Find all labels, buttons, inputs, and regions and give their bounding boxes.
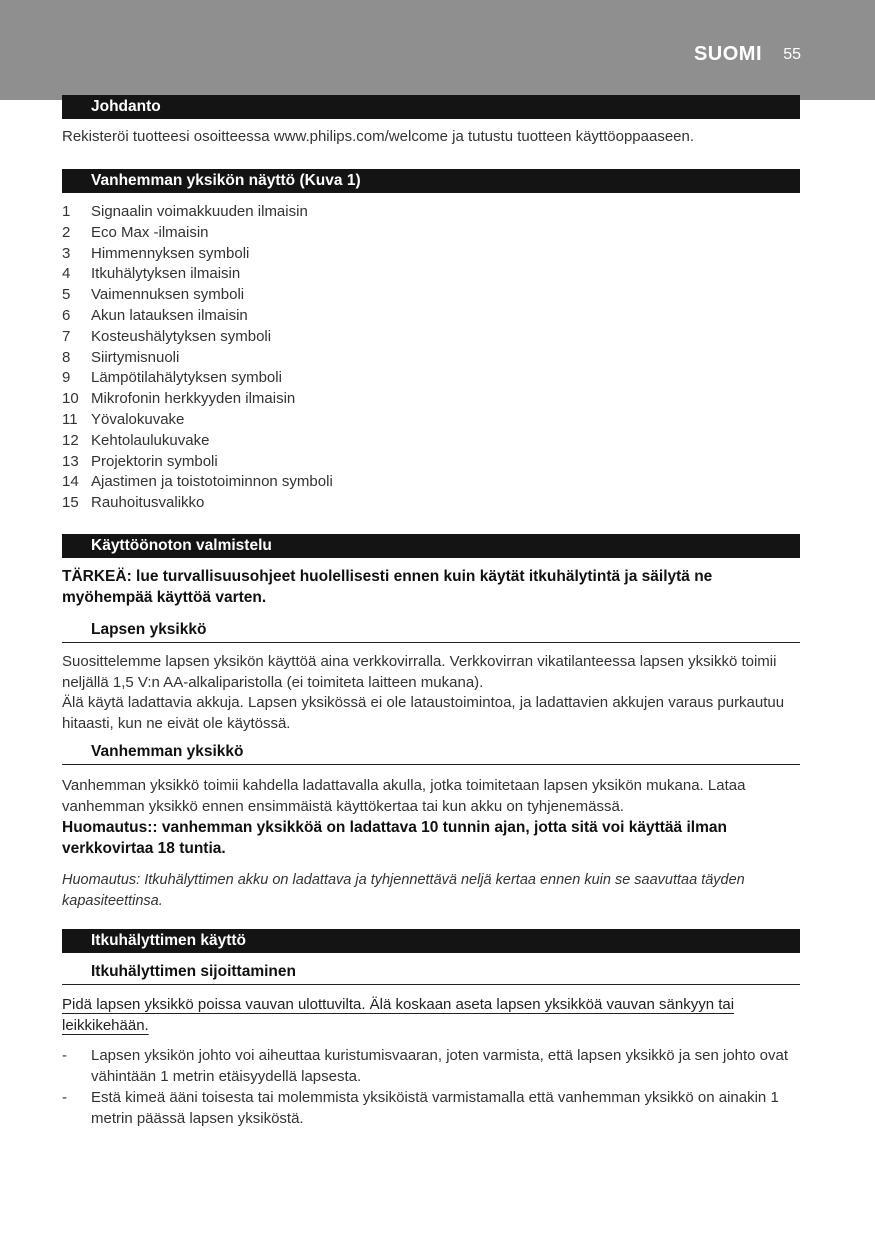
list-item-number: 1 <box>62 203 71 220</box>
list-item-label: Lämpötilahälytyksen symboli <box>91 369 282 387</box>
display-parts-list <box>62 202 662 514</box>
list-item-label: Kosteushälytyksen symboli <box>91 327 272 345</box>
list-item <box>62 368 662 389</box>
list-item-label: Signaalin voimakkuuden ilmaisin <box>91 203 308 220</box>
list-item-number: 12 <box>62 431 79 449</box>
battery-capacity-note: Huomautus: Itkuhälyttimen akku on ladattava ja tyhjennettävä neljä kertaa ennen kuin se saavuttaa täyden kapasiteettinsa. <box>62 872 745 909</box>
list-item-number: 3 <box>62 244 71 262</box>
bullet-text: Lapsen yksikön johto voi aiheuttaa kuristumisvaaran, joten varmista, että lapsen yksikkö ja sen johto ovat vähintään 1 metrin etäisyydellä lapsesta. <box>91 1047 789 1085</box>
list-item <box>62 452 662 473</box>
intro-text: Rekisteröi tuotteesi osoitteessa www.philips.com/welcome ja tutustu tuotteen käyttöoppaaseen. <box>62 128 695 145</box>
placement-warning <box>62 994 786 1036</box>
baby-unit-paragraph-2: Älä käytä ladattavia akkuja. Lapsen yksikössä ei ole lataustoimintoa, ja ladattavien akkujen varaus purkautuu hitaasti, kun ne eivät ole käytössä. <box>62 694 785 732</box>
list-item <box>62 202 662 223</box>
bullet-text: Estä kimeä ääni toisesta tai molemmista yksiköistä varmistamalla että vanhemman yksikkö on ainakin 1 metrin päässä lapsen yksiköstä. <box>91 1089 779 1127</box>
list-item-label: Mikrofonin herkkyyden ilmaisin <box>91 390 296 408</box>
list-item-number: 13 <box>62 452 79 470</box>
subheading-parent-unit: Vanhemman yksikkö <box>62 741 800 765</box>
list-item <box>62 285 662 306</box>
list-item-number: 10 <box>62 390 79 408</box>
parent-unit-paragraph: Vanhemman yksikkö toimii kahdella ladattavalla akulla, jotka toimitetaan lapsen yksikön mukana. Lataa vanhemman yksikkö ennen ensimmäistä käyttökertaa tai kun akku on tyhjenemässä. <box>62 777 746 815</box>
section-heading-intro: Johdanto <box>62 95 800 119</box>
page-header-band <box>0 0 875 100</box>
section-heading-usage: Itkuhälyttimen käyttö <box>62 929 800 953</box>
subheading-placement: Itkuhälyttimen sijoittaminen <box>62 961 800 985</box>
list-item <box>62 472 662 493</box>
list-item-number: 2 <box>62 223 71 241</box>
list-item <box>62 1088 802 1130</box>
page-number: 55 <box>783 46 801 63</box>
parent-unit-charging-note: Huomautus:: vanhemman yksikköä on ladattava 10 tunnin ajan, jotta sitä voi käyttää ilman verkkovirtaa 18 tuntia. <box>62 819 727 857</box>
list-item <box>62 348 662 369</box>
list-item <box>62 493 662 514</box>
list-item-number: 9 <box>62 369 71 387</box>
section-heading-display: Vanhemman yksikön näyttö (Kuva 1) <box>62 169 800 193</box>
section-heading-setup: Käyttöönoton valmistelu <box>62 534 800 558</box>
list-item <box>62 389 662 410</box>
list-item-number: 5 <box>62 286 71 304</box>
list-item <box>62 306 662 327</box>
list-item <box>62 1046 802 1088</box>
list-item-number: 8 <box>62 348 71 366</box>
list-item-label: Eco Max -ilmaisin <box>91 223 209 241</box>
list-item-label: Ajastimen ja toistotoiminnon symboli <box>91 473 333 491</box>
list-item-label: Vaimennuksen symboli <box>91 286 245 304</box>
list-item-number: 11 <box>62 410 78 428</box>
list-item <box>62 431 662 452</box>
list-item-label: Yövalokuvake <box>91 410 185 428</box>
list-item <box>62 244 662 265</box>
bullet-dash: - <box>62 1089 67 1106</box>
subheading-baby-unit: Lapsen yksikkö <box>62 619 800 643</box>
list-item-label: Projektorin symboli <box>91 452 218 470</box>
list-item-number: 6 <box>62 306 71 324</box>
list-item-label: Himmennyksen symboli <box>91 244 250 262</box>
list-item-number: 7 <box>62 327 71 345</box>
list-item <box>62 410 662 431</box>
list-item-label: Kehtolaulukuvake <box>91 431 210 449</box>
list-item-label: Akun latauksen ilmaisin <box>91 306 248 324</box>
important-notice: TÄRKEÄ: lue turvallisuusohjeet huolellisesti ennen kuin käytät itkuhälytintä ja säilytä ne myöhempää käyttöä varten. <box>62 568 713 606</box>
list-item-label: Rauhoitusvalikko <box>91 494 205 512</box>
placement-warning-text: Pidä lapsen yksikkö poissa vauvan ulottuvilta. Älä koskaan aseta lapsen yksikköä vauvan sänkyyn tai leikkikehään. <box>62 996 735 1034</box>
list-item-number: 15 <box>62 494 79 512</box>
baby-unit-paragraph-1: Suosittelemme lapsen yksikön käyttöä aina verkkovirralla. Verkkovirran vikatilanteessa lapsen yksikkö toimii neljällä 1,5 V:n AA-alkaliparistolla (ei toimiteta laitteen mukana). <box>62 653 777 691</box>
list-item-label: Itkuhälytyksen ilmaisin <box>91 265 241 283</box>
list-item-number: 14 <box>62 473 79 491</box>
list-item <box>62 264 662 285</box>
bullet-dash: - <box>62 1047 67 1064</box>
list-item-number: 4 <box>62 265 71 283</box>
language-label: SUOMI <box>693 43 762 65</box>
list-item-label: Siirtymisnuoli <box>91 348 180 366</box>
list-item <box>62 327 662 348</box>
list-item <box>62 223 662 244</box>
